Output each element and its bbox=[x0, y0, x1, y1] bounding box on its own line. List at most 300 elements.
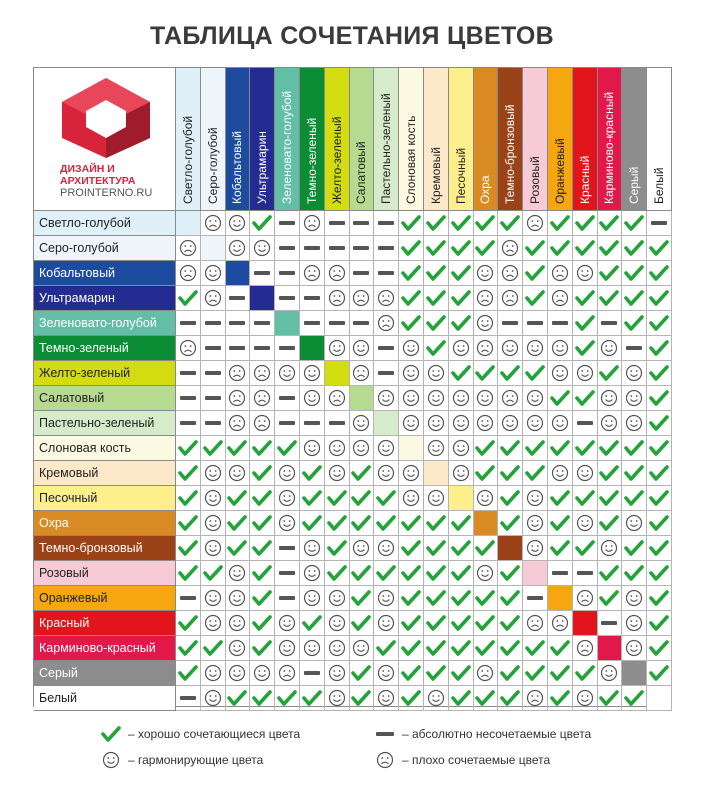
column-header bbox=[325, 68, 350, 211]
smile-icon bbox=[374, 461, 399, 486]
smile-icon bbox=[498, 411, 523, 436]
check-icon bbox=[399, 686, 424, 711]
column-header-label: Серый bbox=[627, 166, 642, 204]
smile-icon bbox=[300, 536, 325, 561]
smile-icon bbox=[374, 686, 399, 711]
dash-icon bbox=[226, 336, 251, 361]
check-icon bbox=[300, 611, 325, 636]
check-icon bbox=[449, 511, 474, 536]
check-icon bbox=[176, 661, 201, 686]
legend-harmonious-label: – гармонирующие цвета bbox=[128, 753, 264, 767]
column-header bbox=[176, 68, 201, 211]
smile-icon bbox=[325, 461, 350, 486]
frown-icon bbox=[474, 286, 499, 311]
check-icon bbox=[250, 611, 275, 636]
check-icon bbox=[598, 261, 623, 286]
check-icon bbox=[176, 461, 201, 486]
check-icon bbox=[424, 336, 449, 361]
check-icon bbox=[424, 261, 449, 286]
smile-icon bbox=[548, 461, 573, 486]
frown-icon bbox=[176, 261, 201, 286]
check-icon bbox=[523, 361, 548, 386]
check-icon bbox=[176, 511, 201, 536]
check-icon bbox=[498, 361, 523, 386]
check-icon bbox=[573, 236, 598, 261]
check-icon bbox=[424, 636, 449, 661]
check-icon bbox=[424, 586, 449, 611]
frown-icon bbox=[573, 586, 598, 611]
frown-icon bbox=[548, 286, 573, 311]
frown-icon bbox=[300, 211, 325, 236]
dash-icon bbox=[350, 261, 375, 286]
column-header-label: Желто-зеленый bbox=[329, 116, 344, 204]
check-icon bbox=[325, 511, 350, 536]
check-icon bbox=[449, 211, 474, 236]
check-icon bbox=[250, 436, 275, 461]
frown-icon bbox=[300, 261, 325, 286]
smile-icon bbox=[201, 661, 226, 686]
check-icon bbox=[598, 561, 623, 586]
smile-icon bbox=[523, 511, 548, 536]
diagonal-cell bbox=[449, 486, 474, 511]
dash-icon bbox=[523, 586, 548, 611]
check-icon bbox=[449, 236, 474, 261]
check-icon bbox=[598, 286, 623, 311]
check-icon bbox=[250, 211, 275, 236]
row-header: Оранжевый bbox=[34, 586, 176, 611]
smile-icon bbox=[275, 361, 300, 386]
check-icon bbox=[523, 236, 548, 261]
dash-icon bbox=[374, 724, 396, 744]
smile-icon bbox=[275, 636, 300, 661]
dash-icon bbox=[176, 586, 201, 611]
smile-icon bbox=[573, 261, 598, 286]
smile-icon bbox=[598, 536, 623, 561]
smile-icon bbox=[474, 311, 499, 336]
check-icon bbox=[449, 686, 474, 711]
smile-icon bbox=[523, 536, 548, 561]
check-icon bbox=[548, 236, 573, 261]
row-header: Ультрамарин bbox=[34, 286, 176, 311]
check-icon bbox=[399, 661, 424, 686]
dash-icon bbox=[176, 361, 201, 386]
dash-icon bbox=[647, 211, 672, 236]
smile-icon bbox=[374, 536, 399, 561]
smile-icon bbox=[474, 386, 499, 411]
row-header: Темно-бронзовый bbox=[34, 536, 176, 561]
check-icon bbox=[498, 511, 523, 536]
check-icon bbox=[350, 686, 375, 711]
dash-icon bbox=[275, 411, 300, 436]
smile-icon bbox=[374, 586, 399, 611]
smile-icon bbox=[424, 386, 449, 411]
check-icon bbox=[622, 486, 647, 511]
smile-icon bbox=[498, 336, 523, 361]
smile-icon bbox=[226, 236, 251, 261]
smile-icon bbox=[622, 386, 647, 411]
check-icon bbox=[598, 511, 623, 536]
column-header bbox=[523, 68, 548, 211]
check-icon bbox=[226, 436, 251, 461]
check-icon bbox=[548, 436, 573, 461]
smile-icon bbox=[226, 561, 251, 586]
check-icon bbox=[399, 536, 424, 561]
smile-icon bbox=[300, 636, 325, 661]
column-header-label: Розовый bbox=[528, 156, 543, 204]
row-header: Красный bbox=[34, 611, 176, 636]
check-icon bbox=[598, 486, 623, 511]
check-icon bbox=[548, 686, 573, 711]
dash-icon bbox=[201, 411, 226, 436]
smile-icon bbox=[523, 336, 548, 361]
check-icon bbox=[647, 411, 672, 436]
check-icon bbox=[598, 586, 623, 611]
dash-icon bbox=[201, 386, 226, 411]
check-icon bbox=[449, 361, 474, 386]
diagonal-cell bbox=[176, 211, 201, 236]
frown-icon bbox=[523, 211, 548, 236]
diagonal-cell bbox=[374, 411, 399, 436]
frown-icon bbox=[573, 636, 598, 661]
check-icon bbox=[573, 661, 598, 686]
check-icon bbox=[201, 636, 226, 661]
check-icon bbox=[176, 611, 201, 636]
check-icon bbox=[325, 536, 350, 561]
dash-icon bbox=[573, 411, 598, 436]
smile-icon bbox=[573, 511, 598, 536]
smile-icon bbox=[474, 411, 499, 436]
check-icon bbox=[622, 311, 647, 336]
legend-bad-label: – плохо сочетаемые цвета bbox=[402, 753, 551, 767]
diagonal-cell bbox=[300, 336, 325, 361]
check-icon bbox=[449, 661, 474, 686]
column-header bbox=[250, 68, 275, 211]
logo-site: PROINTERNO.RU bbox=[60, 187, 153, 199]
diagonal-cell bbox=[548, 586, 573, 611]
check-icon bbox=[399, 236, 424, 261]
check-icon bbox=[523, 436, 548, 461]
logo-line-2: АРХИТЕКТУРА bbox=[60, 175, 136, 187]
smile-icon bbox=[325, 686, 350, 711]
smile-icon bbox=[424, 436, 449, 461]
row-header: Пастельно-зеленый bbox=[34, 411, 176, 436]
check-icon bbox=[350, 586, 375, 611]
dash-icon bbox=[176, 311, 201, 336]
smile-icon bbox=[523, 411, 548, 436]
smile-icon bbox=[449, 336, 474, 361]
check-icon bbox=[622, 286, 647, 311]
check-icon bbox=[523, 636, 548, 661]
smile-icon bbox=[226, 611, 251, 636]
smile-icon bbox=[250, 661, 275, 686]
smile-icon bbox=[399, 411, 424, 436]
column-header bbox=[399, 68, 424, 211]
check-icon bbox=[647, 461, 672, 486]
check-icon bbox=[176, 636, 201, 661]
dash-icon bbox=[350, 311, 375, 336]
column-header bbox=[573, 68, 598, 211]
frown-icon bbox=[226, 386, 251, 411]
diagonal-cell bbox=[250, 286, 275, 311]
frown-icon bbox=[176, 336, 201, 361]
diagonal-cell bbox=[474, 511, 499, 536]
smile-icon bbox=[424, 411, 449, 436]
check-icon bbox=[647, 661, 672, 686]
check-icon bbox=[647, 236, 672, 261]
smile-icon bbox=[201, 586, 226, 611]
check-icon bbox=[449, 586, 474, 611]
row-header: Серо-голубой bbox=[34, 236, 176, 261]
check-icon bbox=[350, 486, 375, 511]
check-icon bbox=[424, 611, 449, 636]
check-icon bbox=[474, 636, 499, 661]
smile-icon bbox=[374, 661, 399, 686]
check-icon bbox=[374, 561, 399, 586]
column-header-label: Красный bbox=[577, 155, 592, 204]
smile-icon bbox=[399, 486, 424, 511]
smile-icon bbox=[226, 461, 251, 486]
check-icon bbox=[498, 661, 523, 686]
check-icon bbox=[399, 611, 424, 636]
column-header bbox=[622, 68, 647, 211]
row-header: Желто-зеленый bbox=[34, 361, 176, 386]
frown-icon bbox=[523, 611, 548, 636]
dash-icon bbox=[622, 336, 647, 361]
smile-icon bbox=[548, 336, 573, 361]
smile-icon bbox=[598, 386, 623, 411]
frown-icon bbox=[325, 286, 350, 311]
dash-icon bbox=[325, 236, 350, 261]
check-icon bbox=[647, 536, 672, 561]
frown-icon bbox=[474, 661, 499, 686]
dash-icon bbox=[300, 236, 325, 261]
check-icon bbox=[647, 511, 672, 536]
column-header-label: Пастельно-зеленый bbox=[379, 93, 394, 204]
check-icon bbox=[573, 436, 598, 461]
smile-icon bbox=[275, 486, 300, 511]
check-icon bbox=[201, 436, 226, 461]
check-icon bbox=[226, 686, 251, 711]
color-combination-table bbox=[33, 67, 672, 707]
check-icon bbox=[474, 461, 499, 486]
column-header bbox=[275, 68, 300, 211]
check-icon bbox=[399, 586, 424, 611]
check-icon bbox=[300, 486, 325, 511]
check-icon bbox=[474, 361, 499, 386]
check-icon bbox=[573, 211, 598, 236]
smile-icon bbox=[201, 461, 226, 486]
check-icon bbox=[474, 611, 499, 636]
column-header-label: Слоновая кость bbox=[404, 115, 419, 204]
frown-icon bbox=[498, 236, 523, 261]
check-icon bbox=[598, 686, 623, 711]
check-icon bbox=[474, 211, 499, 236]
check-icon bbox=[647, 361, 672, 386]
legend-good-label: – хорошо сочетающиеся цвета bbox=[128, 727, 301, 741]
column-header bbox=[300, 68, 325, 211]
smile-icon bbox=[300, 361, 325, 386]
smile-icon bbox=[325, 636, 350, 661]
check-icon bbox=[647, 611, 672, 636]
check-icon bbox=[647, 586, 672, 611]
check-icon bbox=[622, 461, 647, 486]
check-icon bbox=[573, 336, 598, 361]
dash-icon bbox=[226, 286, 251, 311]
check-icon bbox=[226, 511, 251, 536]
check-icon bbox=[250, 461, 275, 486]
dash-icon bbox=[350, 236, 375, 261]
smile-icon bbox=[300, 436, 325, 461]
dash-icon bbox=[275, 586, 300, 611]
row-header: Карминово-красный bbox=[34, 636, 176, 661]
smile-icon bbox=[100, 750, 122, 770]
dash-icon bbox=[598, 311, 623, 336]
legend-incompatible bbox=[374, 724, 591, 744]
smile-icon bbox=[598, 411, 623, 436]
dash-icon bbox=[548, 561, 573, 586]
smile-icon bbox=[474, 486, 499, 511]
check-icon bbox=[498, 586, 523, 611]
check-icon bbox=[647, 286, 672, 311]
check-icon bbox=[275, 436, 300, 461]
smile-icon bbox=[374, 611, 399, 636]
smile-icon bbox=[622, 511, 647, 536]
row-header: Салатовый bbox=[34, 386, 176, 411]
column-header-label: Кобальтовый bbox=[230, 131, 245, 204]
check-icon bbox=[523, 286, 548, 311]
check-icon bbox=[350, 661, 375, 686]
smile-icon bbox=[424, 686, 449, 711]
column-header bbox=[548, 68, 573, 211]
dash-icon bbox=[250, 261, 275, 286]
column-header-label: Светло-голубой bbox=[180, 115, 195, 204]
check-icon bbox=[226, 486, 251, 511]
dash-icon bbox=[374, 211, 399, 236]
smile-icon bbox=[374, 436, 399, 461]
check-icon bbox=[399, 261, 424, 286]
frown-icon bbox=[176, 236, 201, 261]
column-header-label: Охра bbox=[478, 175, 493, 204]
frown-icon bbox=[250, 411, 275, 436]
check-icon bbox=[399, 561, 424, 586]
check-icon bbox=[548, 636, 573, 661]
smile-icon bbox=[275, 461, 300, 486]
smile-icon bbox=[226, 211, 251, 236]
check-icon bbox=[498, 436, 523, 461]
check-icon bbox=[622, 561, 647, 586]
check-icon bbox=[250, 486, 275, 511]
smile-icon bbox=[350, 411, 375, 436]
smile-icon bbox=[201, 611, 226, 636]
check-icon bbox=[647, 311, 672, 336]
diagonal-cell bbox=[647, 686, 672, 711]
check-icon bbox=[622, 686, 647, 711]
row-header: Охра bbox=[34, 511, 176, 536]
check-icon bbox=[598, 436, 623, 461]
smile-icon bbox=[622, 586, 647, 611]
smile-icon bbox=[622, 636, 647, 661]
smile-icon bbox=[573, 461, 598, 486]
column-header bbox=[449, 68, 474, 211]
check-icon bbox=[399, 311, 424, 336]
check-icon bbox=[647, 486, 672, 511]
dash-icon bbox=[598, 611, 623, 636]
frown-icon bbox=[226, 361, 251, 386]
check-icon bbox=[399, 636, 424, 661]
check-icon bbox=[573, 536, 598, 561]
check-icon bbox=[325, 561, 350, 586]
smile-icon bbox=[226, 661, 251, 686]
check-icon bbox=[399, 286, 424, 311]
dash-icon bbox=[275, 561, 300, 586]
dash-icon bbox=[374, 236, 399, 261]
smile-icon bbox=[325, 586, 350, 611]
check-icon bbox=[622, 261, 647, 286]
smile-icon bbox=[449, 411, 474, 436]
check-icon bbox=[250, 561, 275, 586]
diagonal-cell bbox=[325, 361, 350, 386]
dash-icon bbox=[176, 411, 201, 436]
check-icon bbox=[548, 386, 573, 411]
diagonal-cell bbox=[598, 636, 623, 661]
dash-icon bbox=[498, 311, 523, 336]
check-icon bbox=[176, 536, 201, 561]
frown-icon bbox=[325, 261, 350, 286]
smile-icon bbox=[201, 261, 226, 286]
check-icon bbox=[548, 511, 573, 536]
frown-icon bbox=[350, 286, 375, 311]
smile-icon bbox=[201, 536, 226, 561]
smile-icon bbox=[325, 436, 350, 461]
dash-icon bbox=[548, 311, 573, 336]
smile-icon bbox=[622, 611, 647, 636]
check-icon bbox=[374, 636, 399, 661]
row-header: Серый bbox=[34, 661, 176, 686]
check-icon bbox=[424, 311, 449, 336]
column-header-label: Белый bbox=[652, 167, 667, 204]
row-header: Светло-голубой bbox=[34, 211, 176, 236]
diagonal-cell bbox=[201, 236, 226, 261]
check-icon bbox=[275, 686, 300, 711]
check-icon bbox=[449, 311, 474, 336]
column-header bbox=[350, 68, 375, 211]
frown-icon bbox=[523, 686, 548, 711]
smile-icon bbox=[374, 386, 399, 411]
check-icon bbox=[176, 286, 201, 311]
check-icon bbox=[573, 386, 598, 411]
check-icon bbox=[523, 661, 548, 686]
check-icon bbox=[449, 536, 474, 561]
smile-icon bbox=[449, 461, 474, 486]
check-icon bbox=[374, 511, 399, 536]
column-header-label: Ультрамарин bbox=[255, 131, 270, 204]
smile-icon bbox=[548, 361, 573, 386]
check-icon bbox=[498, 486, 523, 511]
smile-icon bbox=[275, 611, 300, 636]
check-icon bbox=[424, 286, 449, 311]
check-icon bbox=[474, 236, 499, 261]
dash-icon bbox=[573, 561, 598, 586]
frown-icon bbox=[498, 286, 523, 311]
logo-icon bbox=[60, 76, 152, 160]
dash-icon bbox=[325, 211, 350, 236]
check-icon bbox=[100, 724, 122, 744]
dash-icon bbox=[250, 311, 275, 336]
frown-icon bbox=[374, 311, 399, 336]
row-header: Зеленовато-голубой bbox=[34, 311, 176, 336]
check-icon bbox=[449, 561, 474, 586]
check-icon bbox=[474, 586, 499, 611]
